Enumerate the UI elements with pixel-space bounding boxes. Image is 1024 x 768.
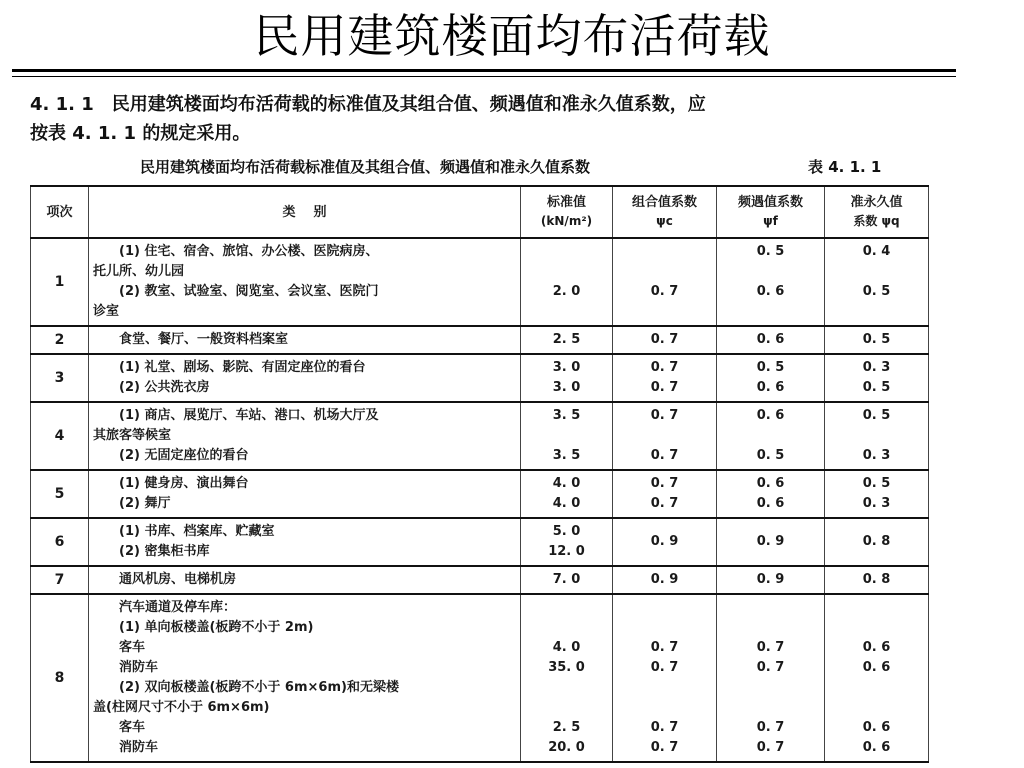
row-standard-value: 3. 0 3. 0: [521, 354, 613, 402]
row-quasi-value: 0. 8: [825, 518, 929, 566]
row-standard-value: 4. 0 4. 0: [521, 470, 613, 518]
row-category: 汽车通道及停车库： (1) 单向板楼盖(板跨不小于 2m) 客车 消防车 (2) 双向板楼盖(板跨不小于 6m×6m)和无梁楼 盖(柱网尺寸不小于 6m×6m) 客车 消防车: [89, 594, 521, 762]
table-number: 表 4. 1. 1: [808, 158, 882, 176]
row-number: 8: [31, 594, 89, 762]
row-category: (1) 商店、展览厅、车站、港口、机场大厅及 其旅客等候室 (2) 无固定座位的看台: [89, 402, 521, 470]
header-standard: 标准值 (kN/m²): [521, 186, 613, 238]
row-combination-value: 0. 9: [613, 518, 717, 566]
row-category: (1) 健身房、演出舞台 (2) 舞厅: [89, 470, 521, 518]
table-row: [31, 326, 929, 354]
row-standard-value: 7. 0: [521, 566, 613, 594]
row-quasi-value: 0. 5 0. 3: [825, 470, 929, 518]
slide-title: 民用建筑楼面均布活荷载: [253, 9, 771, 63]
row-number: 6: [31, 518, 89, 566]
row-frequent-value: 0. 6 0. 5: [717, 402, 825, 470]
table-row: [31, 238, 929, 326]
table-row: [31, 354, 929, 402]
row-frequent-value: 0. 6 0. 6: [717, 470, 825, 518]
header-quasi-permanent: 准永久值 系数 ψq: [825, 186, 929, 238]
title-rule-thin: [12, 76, 956, 77]
clause-number: 4. 1. 1: [30, 94, 94, 115]
row-frequent-value: 0. 9: [717, 518, 825, 566]
table-caption-text: 民用建筑楼面均布活荷载标准值及其组合值、频遇值和准永久值系数: [140, 158, 591, 176]
table-header-row: [31, 186, 929, 238]
clause-line-1: [30, 90, 950, 119]
table-row: [31, 402, 929, 470]
row-category: 通风机房、电梯机房: [89, 566, 521, 594]
clause-paragraph: [30, 90, 950, 148]
header-category: 类 别: [89, 186, 521, 238]
row-quasi-value: 0. 5: [825, 326, 929, 354]
table-row: [31, 518, 929, 566]
header-combination: 组合值系数 ψc: [613, 186, 717, 238]
table-row: [31, 470, 929, 518]
table-row: [31, 594, 929, 762]
row-combination-value: 0. 7 0. 7: [613, 402, 717, 470]
row-combination-value: 0. 7: [613, 238, 717, 326]
row-category: (1) 礼堂、剧场、影院、有固定座位的看台 (2) 公共洗衣房: [89, 354, 521, 402]
row-combination-value: 0. 9: [613, 566, 717, 594]
row-standard-value: 3. 5 3. 5: [521, 402, 613, 470]
row-category: (1) 住宅、宿舍、旅馆、办公楼、医院病房、 托儿所、幼儿园 (2) 教室、试验室、阅览室、会议室、医院门 诊室: [89, 238, 521, 326]
row-quasi-value: 0. 8: [825, 566, 929, 594]
clause-text-1: 民用建筑楼面均布活荷载的标准值及其组合值、频遇值和准永久值系数，应: [111, 94, 706, 115]
title-rule-thick: [12, 69, 956, 72]
header-no: 项次: [31, 186, 89, 238]
row-standard-value: 2. 5: [521, 326, 613, 354]
row-category: 食堂、餐厅、一般资料档案室: [89, 326, 521, 354]
row-frequent-value: 0. 5 0. 6: [717, 354, 825, 402]
row-standard-value: 4. 0 35. 0 2. 5 20. 0: [521, 594, 613, 762]
clause-line-2: 按表 4. 1. 1 的规定采用。: [30, 123, 251, 144]
row-quasi-value: 0. 3 0. 5: [825, 354, 929, 402]
row-frequent-value: 0. 5 0. 6: [717, 238, 825, 326]
row-number: 1: [31, 238, 89, 326]
load-table: [30, 185, 929, 763]
row-number: 5: [31, 470, 89, 518]
row-standard-value: 2. 0: [521, 238, 613, 326]
row-number: 3: [31, 354, 89, 402]
row-number: 7: [31, 566, 89, 594]
row-combination-value: 0. 7: [613, 326, 717, 354]
row-combination-value: 0. 7 0. 7: [613, 354, 717, 402]
header-frequent: 频遇值系数 ψf: [717, 186, 825, 238]
table-row: [31, 566, 929, 594]
row-quasi-value: 0. 4 0. 5: [825, 238, 929, 326]
row-combination-value: 0. 7 0. 7 0. 7 0. 7: [613, 594, 717, 762]
row-standard-value: 5. 0 12. 0: [521, 518, 613, 566]
row-number: 4: [31, 402, 89, 470]
row-quasi-value: 0. 5 0. 3: [825, 402, 929, 470]
row-category: (1) 书库、档案库、贮藏室 (2) 密集柜书库: [89, 518, 521, 566]
row-frequent-value: 0. 9: [717, 566, 825, 594]
row-number: 2: [31, 326, 89, 354]
row-frequent-value: 0. 6: [717, 326, 825, 354]
row-quasi-value: 0. 6 0. 6 0. 6 0. 6: [825, 594, 929, 762]
row-frequent-value: 0. 7 0. 7 0. 7 0. 7: [717, 594, 825, 762]
row-combination-value: 0. 7 0. 7: [613, 470, 717, 518]
